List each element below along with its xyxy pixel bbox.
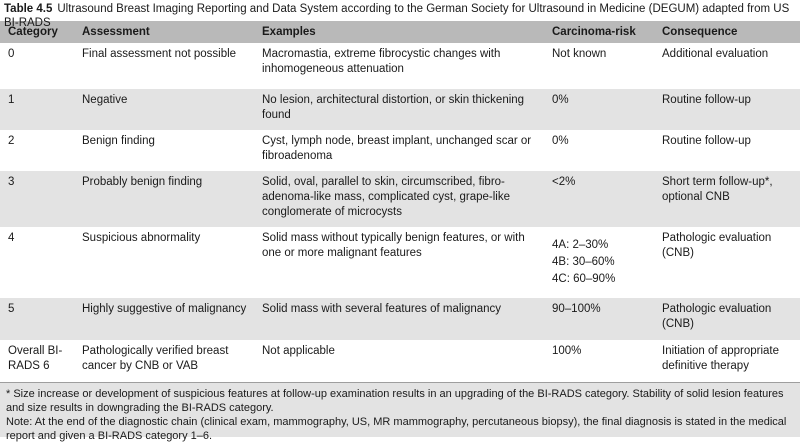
cell-risk: 100% <box>552 345 582 357</box>
cell-examples: Solid mass with several features of malignancy <box>262 303 502 315</box>
cell-assessment: Negative <box>82 94 128 106</box>
cell-category: Overall BI-RADS 6 <box>8 345 63 372</box>
table-header-row <box>0 21 800 43</box>
cell-consequence: Initiation of appropriate definitive therapy <box>662 345 779 372</box>
cell-consequence: Pathologic evaluation (CNB) <box>662 232 772 259</box>
cell-assessment: Suspicious abnormality <box>82 232 201 244</box>
table-row <box>0 227 800 298</box>
header-category: Category <box>8 26 58 38</box>
cell-consequence: Routine follow-up <box>662 94 751 106</box>
cell-examples: Cyst, lymph node, breast implant, unchanged scar or fibroadenoma <box>262 135 532 162</box>
header-assessment: Assessment <box>82 26 150 38</box>
cell-category: 4 <box>8 232 15 244</box>
cell-consequence: Pathologic evaluation (CNB) <box>662 303 772 330</box>
cell-examples: Macromastia, extreme fibrocystic changes with inhomogeneous attenuation <box>262 48 501 75</box>
cell-risk: Not known <box>552 48 607 60</box>
cell-assessment: Final assessment not possible <box>82 48 237 60</box>
cell-examples: Solid, oval, parallel to skin, circumscribed, fibro-adenoma-like mass, complicated cyst, grape-like conglomerate of microcysts <box>262 176 510 218</box>
cell-category: 0 <box>8 48 15 60</box>
table-row <box>0 89 800 130</box>
cell-assessment: Benign finding <box>82 135 155 147</box>
cell-assessment: Pathologically verified breast cancer by CNB or VAB <box>82 345 229 372</box>
cell-category: 5 <box>8 303 15 315</box>
cell-consequence: Short term follow-up*, optional CNB <box>662 176 773 203</box>
header-consequence: Consequence <box>662 26 738 38</box>
cell-category: 3 <box>8 176 15 188</box>
risk-subcategory-4a: 4A: 2–30% <box>552 239 609 251</box>
cell-category: 2 <box>8 135 15 147</box>
table-row <box>0 298 800 340</box>
table-caption <box>0 0 800 29</box>
table-row <box>0 130 800 171</box>
cell-consequence: Routine follow-up <box>662 135 751 147</box>
header-carcinoma-risk: Carcinoma-risk <box>552 26 636 38</box>
cell-examples: No lesion, architectural distortion, or skin thickening found <box>262 94 525 121</box>
cell-risk: 0% <box>552 94 569 106</box>
table-footnotes <box>0 382 800 442</box>
table-caption-label: Table 4.5 <box>4 3 53 15</box>
table-row <box>0 43 800 89</box>
risk-subcategory-4b: 4B: 30–60% <box>552 256 615 268</box>
table-row <box>0 340 800 382</box>
cell-risk: 0% <box>552 135 569 147</box>
table-caption-text: Ultrasound Breast Imaging Reporting and Data System according to the German Society for Ultrasound in Medicine (DEGUM) adapted from US BI-RADS <box>4 3 790 29</box>
cell-examples: Not applicable <box>262 345 335 357</box>
table-row <box>0 171 800 227</box>
cell-risk <box>544 227 654 298</box>
cell-examples: Solid mass without typically benign features, or with one or more malignant features <box>262 232 525 259</box>
cell-consequence: Additional evaluation <box>662 48 769 60</box>
birads-table <box>0 21 800 382</box>
cell-category: 1 <box>8 94 15 106</box>
footnote-note: Note: At the end of the diagnostic chain (clinical exam, mammography, US, MR mammography, percutaneous biopsy), the final diagnosis is stated in the medical report and given a BI-RADS category 1–6. <box>6 416 787 442</box>
footnote-asterisk: * Size increase or development of suspicious features at follow-up examination results in an upgrading of the BI-RADS category. Stability of solid lesion features and size results in downgrading the BI-RADS category. <box>6 388 784 414</box>
cell-assessment: Probably benign finding <box>82 176 203 188</box>
risk-subcategory-4c: 4C: 60–90% <box>552 273 616 285</box>
cell-risk: 90–100% <box>552 303 601 315</box>
header-examples: Examples <box>262 26 316 38</box>
cell-assessment: Highly suggestive of malignancy <box>82 303 247 315</box>
cell-risk: <2% <box>552 176 576 188</box>
